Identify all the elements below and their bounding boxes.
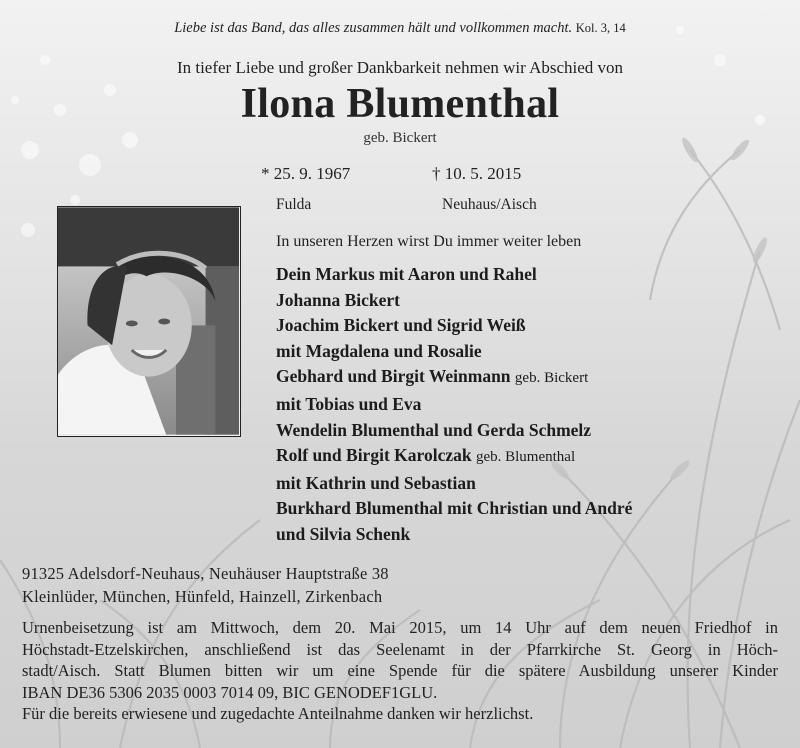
- notice-line: Urnenbeisetzung ist am Mittwoch, dem 20. Mai 2015, um 14 Uhr auf dem neuen Friedhof in: [22, 618, 778, 637]
- funeral-notice: [22, 617, 778, 725]
- mourner-line: Dein Markus mit Aaron und Rahel: [276, 264, 537, 284]
- birth-date: * 25. 9. 1967: [261, 164, 351, 183]
- mourner-line: mit Tobias und Eva: [276, 393, 422, 414]
- mourner-suffix: geb. Blumenthal: [475, 449, 576, 466]
- mourner-line: und Silvia Schenk: [276, 523, 411, 544]
- home-address: 91325 Adelsdorf-Neuhaus, Neuhäuser Hauptstraße 38: [22, 564, 389, 583]
- mourner-line: mit Kathrin und Sebastian: [276, 472, 476, 493]
- portrait-illustration: [58, 207, 239, 435]
- mourner-suffix: geb. Bickert: [514, 370, 589, 387]
- bible-verse: [0, 20, 800, 37]
- portrait-photo: [57, 206, 241, 437]
- mourner-line: Wendelin Blumenthal und Gerda Schmelz: [276, 419, 592, 440]
- birth-place: Fulda: [276, 196, 312, 213]
- death-date: † 10. 5. 2015: [432, 164, 522, 183]
- mourner-line: Gebhard und Birgit Weinmann geb. Bickert: [276, 366, 589, 387]
- mourners-list: [276, 262, 632, 548]
- death-place: Neuhaus/Aisch: [442, 196, 537, 213]
- notice-line: stadt/Aisch. Statt Blumen bitten wir um eine Spende für die spätere Ausbildung unserer Kinder: [22, 661, 778, 681]
- mourner-line: Burkhard Blumenthal mit Christian und André: [276, 498, 633, 519]
- notice-line: Höchstadt-Etzelskirchen, anschließend ist das Seelenamt in der Pfarrkirche St. Georg in Höch-: [22, 639, 778, 659]
- mourner-line: Joachim Bickert und Sigrid Weiß: [276, 315, 526, 336]
- notice-line: IBAN DE36 5306 2035 0003 7014 09, BIC GENODEF1GLU.: [22, 682, 438, 702]
- maiden-name: geb. Bickert: [363, 130, 437, 146]
- mourner-line: Rolf und Birgit Karolczak geb. Blumenthal: [276, 445, 576, 466]
- mourner-line: Johanna Bickert: [276, 289, 400, 310]
- memorial-tagline: In unseren Herzen wirst Du immer weiter leben: [276, 233, 582, 250]
- intro-text: In tiefer Liebe und großer Dankbarkeit nehmen wir Abschied von: [176, 58, 624, 77]
- verse-reference: Kol. 3, 14: [575, 21, 626, 35]
- verse-text: Liebe ist das Band, das alles zusammen hält und vollkommen macht.: [174, 20, 573, 36]
- deceased-name: Ilona Blumenthal: [240, 81, 560, 127]
- mourner-line: mit Magdalena und Rosalie: [276, 340, 482, 361]
- mourner-locations: Kleinlüder, München, Hünfeld, Hainzell, Zirkenbach: [22, 587, 383, 606]
- notice-line: Für die bereits erwiesene und zugedachte Anteilnahme danken wir herzlichst.: [22, 704, 534, 724]
